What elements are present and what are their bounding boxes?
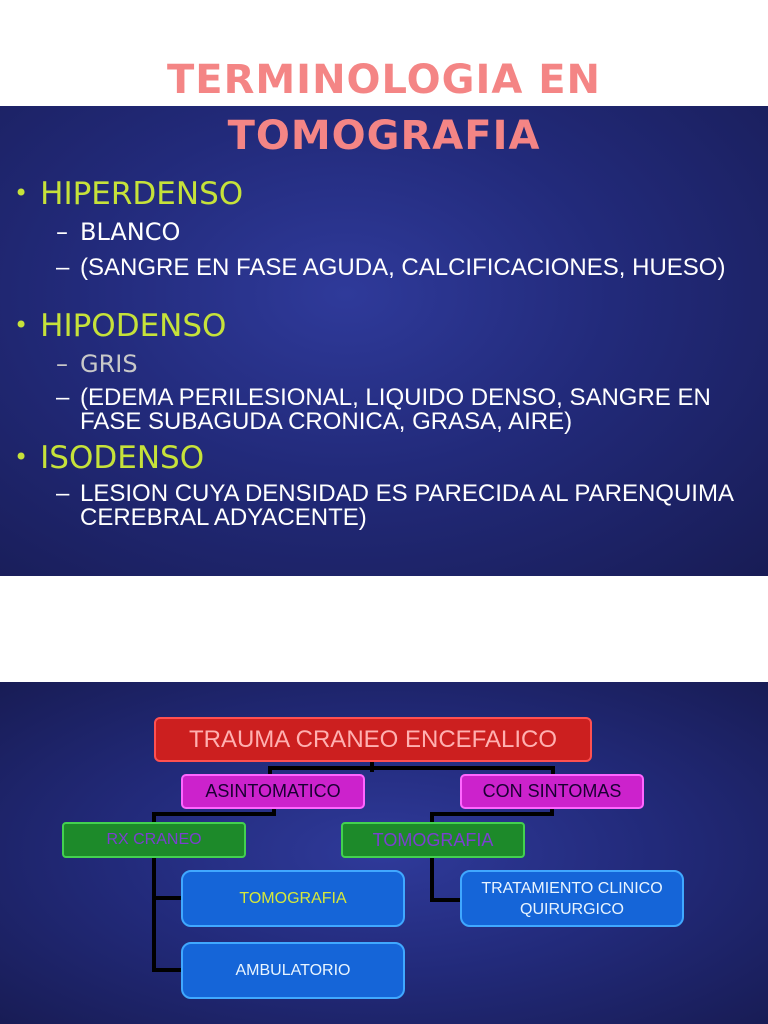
connector-line [152, 896, 184, 900]
dash-icon: – [56, 254, 70, 281]
term-sub [56, 352, 736, 376]
connector-line [430, 898, 462, 902]
term-detail [56, 482, 736, 530]
term-sub-text: GRIS [80, 350, 138, 378]
term-sub-text: BLANCO [80, 218, 181, 246]
term-detail-text: LESION CUYA DENSIDAD ES PARECIDA AL PARENQUIMA CEREBRAL ADYACENTE) [80, 480, 733, 531]
node-tomografia-asintomatico: TOMOGRAFIA [181, 870, 405, 927]
bullet-icon: • [14, 443, 29, 471]
term-detail [56, 256, 736, 280]
connector-line [430, 856, 434, 902]
node-rx-craneo: RX CRANEO [62, 822, 246, 858]
term-hipodenso [14, 308, 226, 346]
node-ambulatorio: AMBULATORIO [181, 942, 405, 999]
slide-title [0, 52, 768, 164]
node-asintomatico: ASINTOMATICO [181, 774, 365, 809]
connector-line [430, 812, 554, 816]
term-isodenso [14, 440, 204, 478]
bullet-icon: • [14, 311, 29, 339]
node-tratamiento-clinico-quirurgico: TRATAMIENTO CLINICO QUIRURGICO [460, 870, 684, 927]
connector-line [268, 766, 555, 770]
node-trauma-craneo: TRAUMA CRANEO ENCEFALICO [154, 717, 592, 762]
term-heading: ISODENSO [40, 440, 205, 476]
dash-icon: – [56, 384, 70, 411]
connector-line [152, 968, 184, 972]
bullet-icon: • [14, 179, 29, 207]
term-hiperdenso [14, 176, 243, 214]
term-heading: HIPODENSO [40, 308, 227, 344]
dash-icon: – [56, 480, 70, 507]
dash-icon: – [56, 350, 68, 378]
term-detail-text: (EDEMA PERILESIONAL, LIQUIDO DENSO, SANGRE EN FASE SUBAGUDA CRONICA, GRASA, AIRE) [80, 384, 711, 435]
connector-line [152, 856, 156, 972]
term-detail-text: (SANGRE EN FASE AGUDA, CALCIFICACIONES, HUESO) [80, 254, 726, 281]
slide-flowchart [0, 682, 768, 1024]
term-heading: HIPERDENSO [40, 176, 244, 212]
dash-icon: – [56, 218, 68, 246]
title-line-2: TOMOGRAFIA [227, 113, 541, 159]
node-tomografia-con-sintomas: TOMOGRAFIA [341, 822, 525, 858]
term-detail [56, 386, 736, 434]
connector-line [152, 812, 276, 816]
term-sub [56, 220, 736, 244]
title-line-1: TERMINOLOGIA EN [166, 57, 602, 103]
node-con-sintomas: CON SINTOMAS [460, 774, 644, 809]
